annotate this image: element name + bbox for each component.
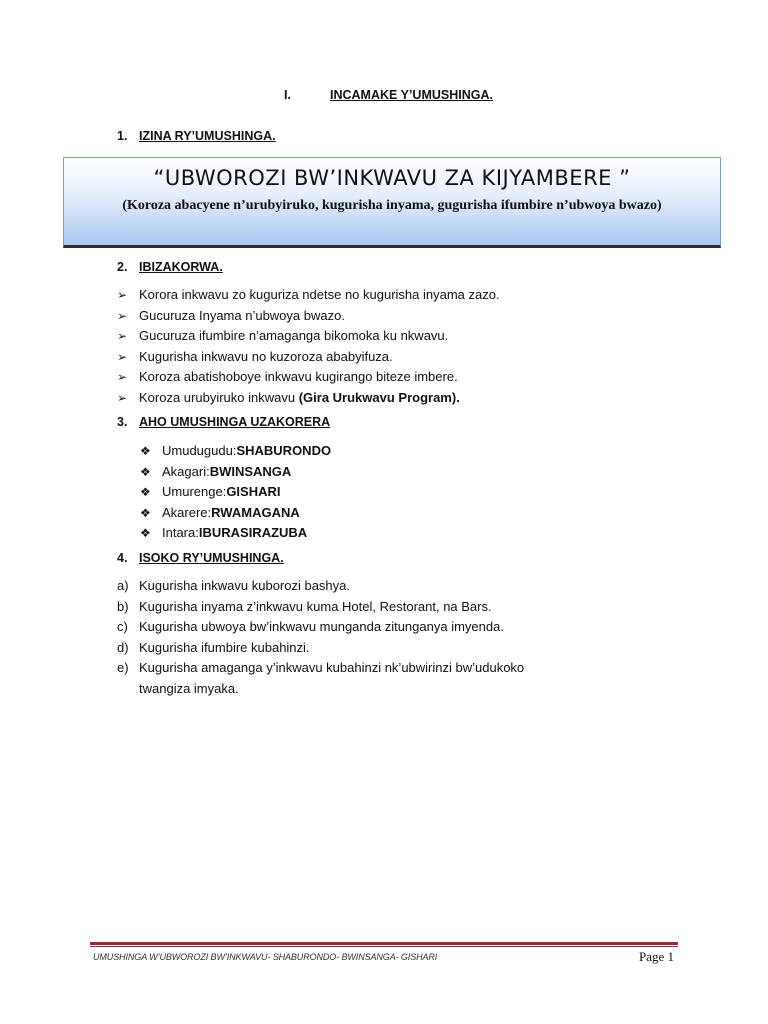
list-item-text: Kugurisha inkwavu no kuzoroza ababyifuza. xyxy=(139,348,393,364)
list-item xyxy=(117,388,500,409)
list-item-text: Kugurisha inyama z’inkwavu kuma Hotel, Restorant, na Bars. xyxy=(139,598,492,614)
location-value: RWAMAGANA xyxy=(211,504,300,520)
location-label: Umudugudu: xyxy=(162,443,237,458)
section-number: 2. xyxy=(117,260,128,274)
footer-divider-thin xyxy=(90,946,678,947)
list-marker: c) xyxy=(117,619,128,634)
location-label: Akagari: xyxy=(162,463,210,479)
list-item xyxy=(140,523,331,544)
list-marker: b) xyxy=(117,598,129,614)
banner-title: “UBWOROZI BW’INKWAVU ZA KIJYAMBERE ” xyxy=(153,166,631,190)
diamond-bullet-icon: ❖ xyxy=(140,526,151,540)
list-item xyxy=(140,441,331,462)
heading-title: INCAMAKE Y’UMUSHINGA. xyxy=(330,88,493,102)
location-value: IBURASIRAZUBA xyxy=(198,525,308,540)
list-item xyxy=(117,597,524,618)
list-item-text: Kugurisha ubwoya bw’inkwavu munganda zitunganya imyenda. xyxy=(139,619,504,634)
location-value: BWINSANGA xyxy=(209,463,292,479)
arrow-bullet-icon: ➢ xyxy=(117,329,128,343)
list-item-plain: Koroza urubyiruko inkwavu xyxy=(139,389,299,405)
list-item-text: Kugurisha ifumbire kubahinzi. xyxy=(139,639,310,655)
section-title: ISOKO RY’UMUSHINGA. xyxy=(139,551,284,565)
location-value: GISHARI xyxy=(226,484,281,499)
list-item xyxy=(117,347,500,368)
arrow-bullet-icon: ➢ xyxy=(117,308,128,323)
location-list xyxy=(140,441,331,544)
arrow-bullet-icon: ➢ xyxy=(117,349,128,364)
section-number: 1. xyxy=(117,129,128,143)
list-item-text: Kugurisha amaganga y’inkwavu kubahinzi nk’ubwirinzi bw’udukoko xyxy=(139,660,525,675)
page-heading xyxy=(284,88,493,102)
section-4-heading xyxy=(117,551,284,565)
activities-list xyxy=(117,285,500,408)
diamond-bullet-icon: ❖ xyxy=(140,505,151,520)
list-item-bold: (Gira Urukwavu Program). xyxy=(298,389,460,405)
section-title: IBIZAKORWA. xyxy=(139,260,223,274)
section-title: IZINA RY’UMUSHINGA. xyxy=(139,129,276,143)
banner-subtitle: (Koroza abacyene n’urubyiruko, kugurisha inyama, gugurisha ifumbire n’ubwoya bwazo) xyxy=(122,198,662,213)
page-number: Page 1 xyxy=(638,949,674,964)
list-marker: a) xyxy=(117,578,129,593)
arrow-bullet-icon: ➢ xyxy=(117,288,128,302)
location-label: Intara: xyxy=(162,525,199,540)
list-item xyxy=(117,285,500,306)
diamond-bullet-icon: ❖ xyxy=(140,464,151,479)
arrow-bullet-icon: ➢ xyxy=(117,370,128,384)
list-item xyxy=(117,617,524,638)
list-item xyxy=(117,576,524,597)
location-value: SHABURONDO xyxy=(236,443,332,458)
list-item xyxy=(117,367,500,388)
list-item xyxy=(117,658,524,679)
footer-project-title: UMUSHINGA W’UBWOROZI BW’INKWAVU- SHABURONDO- BWINSANGA- GISHARI xyxy=(93,952,438,962)
list-item-text: Gucuruza Inyama n’ubwoya bwazo. xyxy=(139,307,345,323)
list-item xyxy=(117,326,500,347)
section-2-heading xyxy=(117,260,223,274)
list-marker: e) xyxy=(117,660,129,675)
arrow-bullet-icon: ➢ xyxy=(117,390,128,405)
market-list xyxy=(117,576,524,679)
list-item xyxy=(117,638,524,659)
heading-roman-numeral: I. xyxy=(284,88,291,102)
footer-divider xyxy=(90,942,678,945)
section-number: 3. xyxy=(117,415,128,429)
section-1-heading xyxy=(117,129,276,143)
list-item xyxy=(140,482,331,503)
location-label: Akarere: xyxy=(162,504,212,520)
list-item-text: Korora inkwavu zo kuguriza ndetse no kugurisha inyama zazo. xyxy=(139,287,500,302)
list-item xyxy=(140,503,331,524)
diamond-bullet-icon: ❖ xyxy=(140,444,151,458)
location-label: Umurenge: xyxy=(162,484,227,499)
project-name-banner xyxy=(63,157,721,248)
list-item-continuation: twangiza imyaka. xyxy=(139,681,239,696)
list-item xyxy=(140,462,331,483)
list-item-text: Koroza abatishoboye inkwavu kugirango biteze imbere. xyxy=(139,369,458,384)
section-3-heading xyxy=(117,415,330,429)
list-item-text xyxy=(139,388,460,409)
list-item-text: Gucuruza ifumbire n’amaganga bikomoka ku nkwavu. xyxy=(139,328,449,343)
list-marker: d) xyxy=(117,639,129,655)
section-title: AHO UMUSHINGA UZAKORERA xyxy=(139,415,331,429)
list-item xyxy=(117,306,500,327)
list-item-text: Kugurisha inkwavu kuborozi bashya. xyxy=(139,578,351,593)
section-number: 4. xyxy=(117,551,128,565)
diamond-bullet-icon: ❖ xyxy=(140,485,151,499)
